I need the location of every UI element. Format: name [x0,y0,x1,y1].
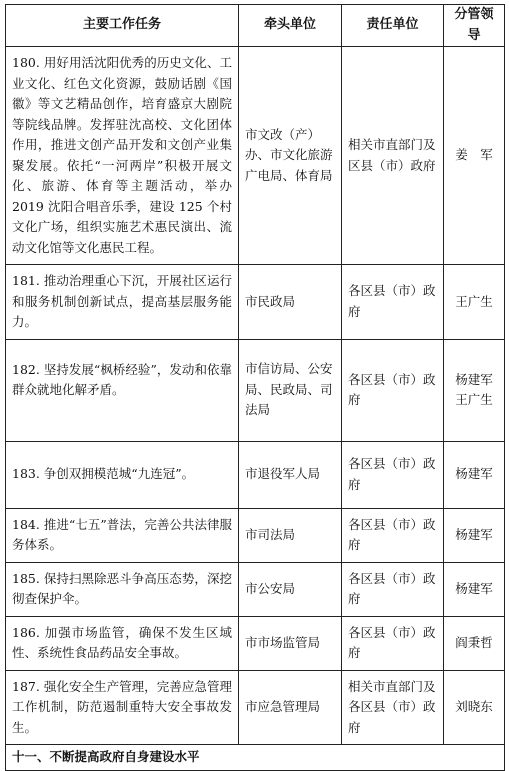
header-lead-unit: 牵头单位 [239,5,342,47]
responsible-unit-cell: 各区县（市）政府 [342,562,444,616]
leader-cell [444,508,505,562]
leader-name: 杨建军 [455,371,493,387]
leader-name: 杨建军 [455,526,493,542]
header-leader: 分管领导 [444,5,505,47]
responsible-unit-cell: 各区县（市）政府 [342,616,444,670]
leader-cell [444,265,505,340]
task-cell: 181. 推动治理重心下沉，开展社区运行和服务机制创新试点，提高基层服务能力。 [6,265,239,340]
lead-unit-cell: 市市场监管局 [239,616,342,670]
leader-name: 杨建军 [455,466,493,482]
table-row [6,508,505,562]
table-row [6,47,505,265]
section-heading-row [6,745,505,771]
header-task: 主要工作任务 [6,5,239,47]
lead-unit-cell: 市信访局、公安局、民政局、司法局 [239,339,342,441]
responsible-unit-cell: 各区县（市）政府 [342,508,444,562]
task-cell: 180. 用好用活沈阳优秀的历史文化、工业文化、红色文化资源，鼓励话剧《国徽》等文艺精品创作，培育盛京大剧院等院线品牌。发挥驻沈高校、文化团体作用，推进文创产品开发和文创产业集聚发展。依托“一河两岸”积极开展文化、旅游、体育等主题活动，举办 2019 沈阳合唱音乐季，建设 125 个村文化广场，组织实施艺术惠民演出、流动文化馆等文化惠民工程。 [6,47,239,265]
leader-cell [444,616,505,670]
lead-unit-cell: 市文改（产）办、市文化旅游广电局、体育局 [239,47,342,265]
table-row [6,265,505,340]
task-cell: 182. 坚持发展“枫桥经验”，发动和依靠群众就地化解矛盾。 [6,339,239,441]
table-row [6,441,505,508]
leader-name: 阎秉哲 [455,634,493,650]
responsible-unit-cell: 各区县（市）政府 [342,265,444,340]
leader-cell [444,339,505,441]
table-row [6,670,505,745]
task-cell: 183. 争创双拥模范城“九连冠”。 [6,441,239,508]
lead-unit-cell: 市退役军人局 [239,441,342,508]
task-cell: 185. 保持扫黑除恶斗争高压态势，深挖彻查保护伞。 [6,562,239,616]
section-heading: 十一、不断提高政府自身建设水平 [6,745,505,771]
table-row [6,562,505,616]
table-row [6,339,505,441]
task-cell: 186. 加强市场监管，确保不发生区域性、系统性食品药品安全事故。 [6,616,239,670]
table-header-row [6,5,505,47]
leader-name: 杨建军 [455,580,493,596]
leader-cell [444,47,505,265]
leader-cell [444,562,505,616]
lead-unit-cell: 市应急管理局 [239,670,342,745]
task-table [5,4,505,771]
task-cell: 184. 推进“七五”普法，完善公共法律服务体系。 [6,508,239,562]
responsible-unit-cell: 相关市直部门及区县（市）政府 [342,47,444,265]
header-responsible-unit: 责任单位 [342,5,444,47]
task-cell: 187. 强化安全生产管理，完善应急管理工作机制，防范遏制重特大安全事故发生。 [6,670,239,745]
lead-unit-cell: 市民政局 [239,265,342,340]
leader-cell [444,670,505,745]
leader-name: 姜 军 [455,147,493,163]
leader-name: 王广生 [455,392,493,407]
table-row [6,616,505,670]
responsible-unit-cell: 相关市直部门及各区县（市）政府 [342,670,444,745]
lead-unit-cell: 市司法局 [239,508,342,562]
leader-name: 王广生 [455,293,493,309]
leader-cell [444,441,505,508]
responsible-unit-cell: 各区县（市）政府 [342,441,444,508]
leader-name: 刘晓东 [455,699,493,714]
responsible-unit-cell: 各区县（市）政府 [342,339,444,441]
lead-unit-cell: 市公安局 [239,562,342,616]
